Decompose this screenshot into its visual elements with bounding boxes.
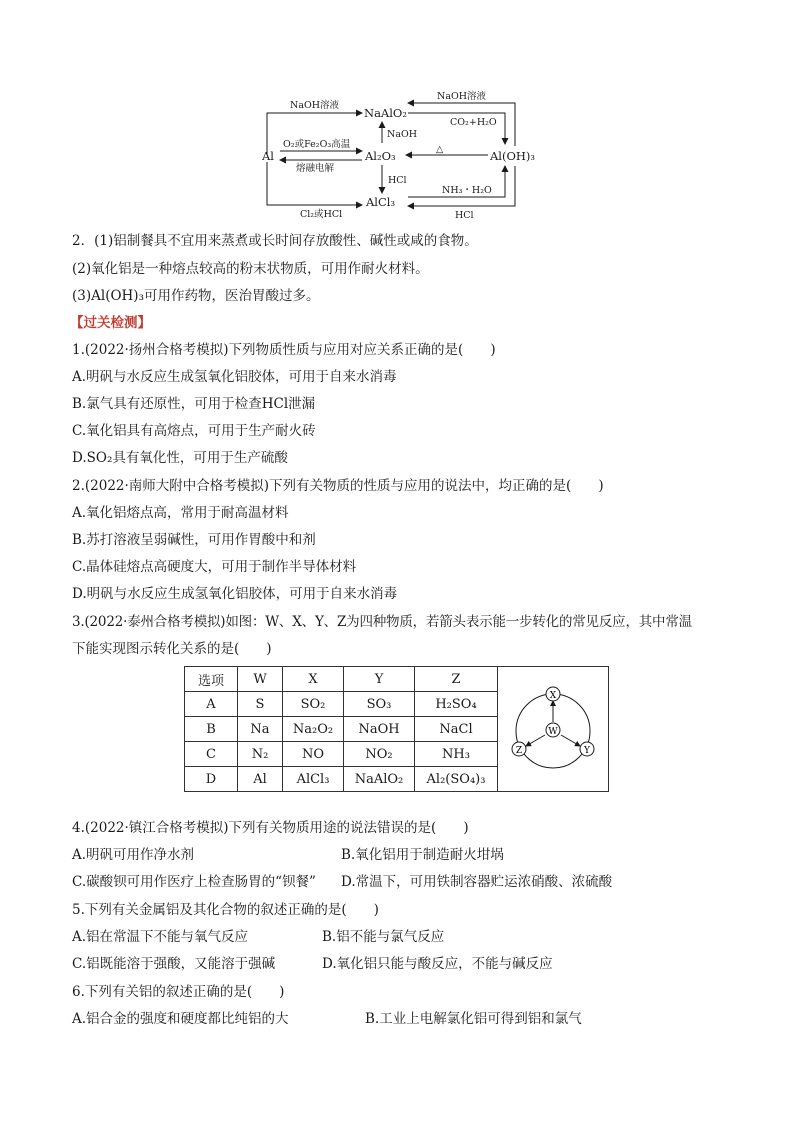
cell: N₂: [238, 742, 283, 767]
node-x: X: [549, 691, 557, 701]
node-al2o3: Al₂O₃: [365, 149, 396, 163]
label-al-alcl3: Cl₂或HCl: [300, 209, 343, 220]
node-w: W: [548, 727, 558, 737]
cell: SO₃: [344, 692, 415, 717]
q3-stem-line1: 3.(2022·泰州合格考模拟)如图：W、X、Y、Z为四种物质，若箭头表示能一步转化的常见反应，其中常温: [72, 614, 692, 630]
node-alcl3: AlCl₃: [366, 195, 396, 209]
cell: S: [238, 692, 283, 717]
q2-option-c: C.晶体硅熔点高硬度大，可用于制作半导体材料: [72, 559, 357, 575]
q2-option-a: A.氧化铝熔点高，常用于耐高温材料: [72, 505, 289, 521]
use-3: (3)Al(OH)₃可用作药物，医治胃酸过多。: [72, 288, 320, 304]
node-al: Al: [262, 149, 274, 163]
node-z: Z: [515, 746, 523, 756]
q3-cycle-figure: [496, 666, 609, 792]
q4-option-b: B.氧化铝用于制造耐火坩埚: [341, 847, 504, 863]
q4-stem: 4.(2022·镇江合格考模拟)下列有关物质用途的说法错误的是( ): [72, 820, 469, 836]
cell: NO₂: [344, 742, 415, 767]
th-y: Y: [344, 667, 415, 692]
table-row: [185, 767, 498, 792]
table-row: [185, 742, 498, 767]
q6-stem: 6.下列有关铝的叙述正确的是( ): [72, 984, 285, 1000]
cell: Al₂(SO₄)₃: [415, 767, 498, 792]
node-naalo2: NaAlO₂: [364, 106, 407, 120]
q5-option-c: C.铝既能溶于强酸，又能溶于强碱: [72, 956, 276, 972]
label-al2o3-naalo2: NaOH: [387, 129, 418, 140]
cell: NaAlO₂: [344, 767, 415, 792]
label-aloh3-al2o3: △: [436, 144, 444, 155]
label-al-al2o3: O₂或Fe₂O₃高温: [283, 139, 351, 150]
table-row: [185, 717, 498, 742]
cell: NaOH: [344, 717, 415, 742]
th-z: Z: [415, 667, 498, 692]
q5-option-d: D.氧化铝只能与酸反应，不能与碱反应: [322, 956, 553, 972]
label-aloh3-naalo2: NaOH溶液: [437, 91, 487, 102]
q4-option-a: A.明矾可用作净水剂: [72, 847, 195, 863]
cell: H₂SO₄: [415, 692, 498, 717]
th-option: 选项: [185, 667, 238, 692]
q5-option-b: B.铝不能与氯气反应: [322, 929, 445, 945]
cell: Na₂O₂: [283, 717, 344, 742]
cell: D: [185, 767, 238, 792]
q3-stem-line2: 下能实现图示转化关系的是( ): [72, 641, 272, 657]
use-1: 2．(1)铝制餐具不宜用来蒸煮或长时间存放酸性、碱性或咸的食物。: [72, 233, 478, 249]
use-2: (2)氧化铝是一种熔点较高的粉末状物质，可用作耐火材料。: [72, 261, 429, 277]
q1-stem: 1.(2022·扬州合格考模拟)下列物质性质与应用对应关系正确的是( ): [72, 342, 496, 358]
cell: NaCl: [415, 717, 498, 742]
label-al2o3-al: 熔融电解: [296, 163, 335, 174]
section-title: 【过关检测】: [70, 315, 151, 331]
q3-options-table: [184, 666, 498, 792]
cycle-diagram-svg: [496, 667, 608, 791]
q4-option-c: C.碳酸钡可用作医疗上检查肠胃的“钡餐”: [72, 874, 316, 890]
cell: NH₃: [415, 742, 498, 767]
q1-option-a: A.明矾与水反应生成氢氧化铝胶体，可用于自来水消毒: [72, 369, 397, 385]
cell: Al: [238, 767, 283, 792]
q2-option-d: D.明矾与水反应生成氢氧化铝胶体，可用于自来水消毒: [72, 586, 398, 602]
th-x: X: [283, 667, 344, 692]
q6-option-a: A.铝合金的强度和硬度都比纯铝的大: [72, 1011, 289, 1027]
q5-option-a: A.铝在常温下不能与氧气反应: [72, 929, 249, 945]
q4-option-d: D.常温下，可用铁制容器贮运浓硝酸、浓硫酸: [341, 874, 613, 890]
arrow-w-z: [526, 735, 545, 746]
node-aloh3: Al(OH)₃: [490, 149, 536, 163]
q2-stem: 2.(2022·南师大附中合格考模拟)下列有关物质的性质与应用的说法中，均正确的是( ): [72, 478, 604, 494]
cell: B: [185, 717, 238, 742]
th-w: W: [238, 667, 283, 692]
cell: AlCl₃: [283, 767, 344, 792]
aluminum-transformation-diagram: [0, 0, 794, 230]
q1-option-c: C.氧化铝具有高熔点，可用于生产耐火砖: [72, 423, 316, 439]
node-y: Y: [584, 746, 590, 756]
cell: NO: [283, 742, 344, 767]
label-alcl3-aloh3: NH₃・H₂O: [442, 185, 492, 196]
cell: Na: [238, 717, 283, 742]
arrow-w-y: [561, 735, 580, 746]
q1-option-d: D.SO₂具有氧化性，可用于生产硫酸: [72, 450, 288, 466]
cell: A: [185, 692, 238, 717]
q1-option-b: B.氯气具有还原性，可用于检查HCl泄漏: [72, 396, 316, 412]
q5-stem: 5.下列有关金属铝及其化合物的叙述正确的是( ): [72, 902, 379, 918]
label-naalo2-aloh3: CO₂+H₂O: [450, 117, 497, 128]
cell: SO₂: [283, 692, 344, 717]
table-row: [185, 692, 498, 717]
label-al2o3-alcl3: HCl: [388, 175, 407, 186]
label-al-naalo2: NaOH溶液: [290, 100, 340, 111]
label-aloh3-alcl3: HCl: [455, 210, 474, 221]
q6-option-b: B.工业上电解氯化铝可得到铝和氯气: [365, 1011, 582, 1027]
cell: C: [185, 742, 238, 767]
table-header-row: [185, 667, 498, 692]
q2-option-b: B.苏打溶液呈弱碱性，可用作胃酸中和剂: [72, 532, 316, 548]
